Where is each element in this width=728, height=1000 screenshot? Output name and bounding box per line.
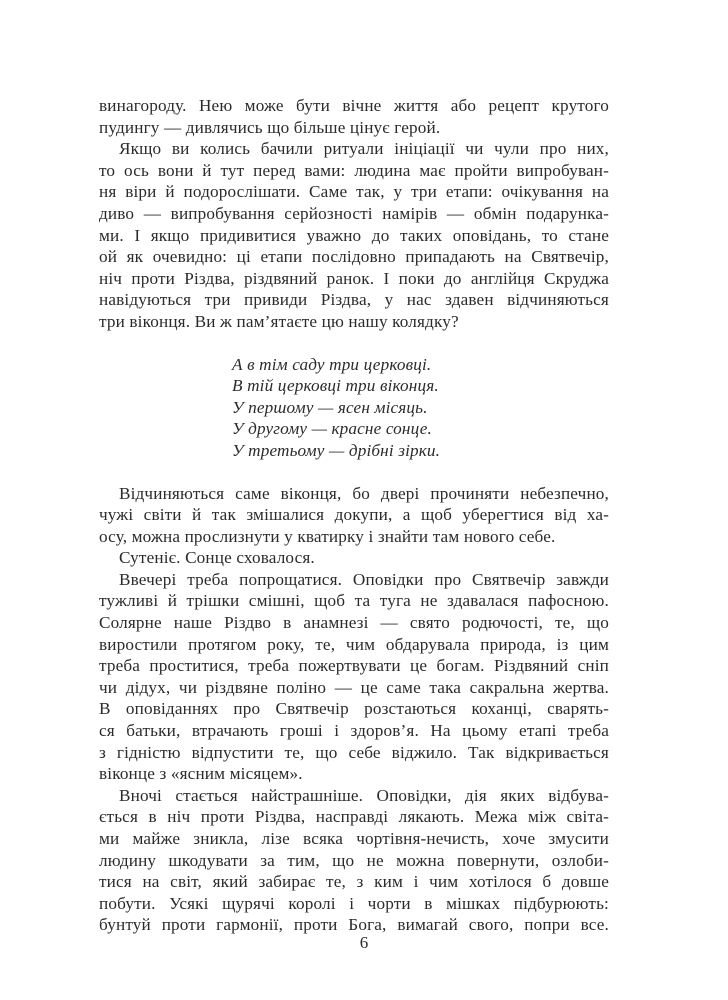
text-line: Відчиняються саме віконця, бо двері прочиняти небезпечно,	[119, 483, 609, 503]
text-line: тужливі й трішки смішні, щоб та туга не здавалася пафосною.	[99, 591, 609, 611]
text-line: навідуються три привиди Різдва, у нас здавен відчиняються	[99, 290, 609, 310]
page-number: 6	[359, 933, 369, 952]
text-line: то ось вони й тут перед вами: людина має пройти випробуван-	[99, 160, 609, 180]
text-line: ється в ніч проти Різдва, насправді лякають. Межа між світа-	[99, 807, 609, 827]
text-line: винагороду. Нею може бути вічне життя або рецепт крутого	[99, 96, 609, 115]
poem-verse: У третьому — дрібні зірки.	[232, 440, 441, 460]
text-line: Сутеніє. Сонце сховалося.	[119, 548, 315, 568]
text-line: ніч проти Різдва, різдвяний ранок. І поки до англійця Скруджа	[99, 268, 609, 288]
text-line: чи дідух, чи різдвяне поліно — це саме така сакральна жертва.	[99, 677, 609, 697]
text-line: віконце з «ясним місяцем».	[99, 764, 303, 784]
text-line: чужі світи й так змішалися докупи, а щоб уберегтися від ха-	[99, 505, 609, 525]
paragraph	[99, 547, 609, 569]
text-line: ми майже зникла, лізе всяка чортівня-нечисть, хоче змусити	[99, 829, 609, 848]
text-line: людину шкодувати за тим, що не можна повернути, озлоби-	[99, 850, 609, 870]
text-line: ми. І якщо придивитися уважно до таких оповідань, то стане	[99, 225, 609, 245]
paragraph	[99, 569, 609, 785]
text-line: Солярне наше Різдво в анамнезі — свято родючості, те, що	[99, 613, 609, 633]
text-line: Якщо ви колись бачили ритуали ініціації чи чули про них,	[119, 139, 609, 159]
text-line: виростили протягом року, те, чим обдарувала природа, із цим	[99, 634, 609, 654]
text-line: Вночі стається найстрашніше. Оповідки, дія яких відбува-	[119, 785, 609, 805]
text-line: бунтуй проти гармонії, проти Бога, вимагай свого, попри все.	[99, 915, 609, 935]
text-line: пудингу — дивлячись що більше цінує герой.	[99, 117, 441, 137]
poem-verse: В тій церковці три віконця.	[232, 376, 439, 396]
paragraph	[99, 785, 609, 936]
poem-block	[232, 354, 609, 462]
text-line: ня віри й подорослішати. Саме так, у три етапи: очікування на	[99, 182, 609, 202]
text-line: ся батьки, втрачають гроші і здоров’я. На цьому етапі треба	[99, 721, 609, 741]
text-line: з гідністю відпустити те, що себе віджило. Так відкривається	[99, 742, 609, 762]
paragraph	[99, 95, 609, 138]
text-line: диво — випробування серйозності намірів — обмін подарунка-	[99, 203, 609, 223]
poem-verse: У першому — ясен місяць.	[232, 397, 428, 417]
text-line: тися на світ, який забирає те, з ким і чим хотілося б довше	[99, 872, 609, 892]
text-line: ой як очевидно: ці етапи послідовно припадають на Святвечір,	[99, 247, 609, 267]
text-line: побути. Усякі щурячі королі і чорти в мішках підбурюють:	[99, 893, 609, 913]
poem-verse: У другому — красне сонце.	[232, 419, 432, 439]
text-line: В оповіданнях про Святвечір розстаються коханці, сварять-	[99, 699, 609, 719]
page-body	[99, 95, 609, 936]
text-line: три віконця. Ви ж пам’ятаєте цю нашу колядку?	[99, 311, 459, 331]
paragraph	[99, 138, 609, 332]
poem-verse: А в тім саду три церковці.	[232, 354, 432, 374]
paragraph	[99, 483, 609, 548]
text-line: Ввечері треба попрощатися. Оповідки про Святвечір завжди	[119, 569, 609, 589]
text-line: осу, можна прослизнути у кватирку і знайти там нового себе.	[99, 526, 556, 546]
text-line: треба проститися, треба пожертвувати це богам. Різдвяний сніп	[99, 656, 609, 676]
